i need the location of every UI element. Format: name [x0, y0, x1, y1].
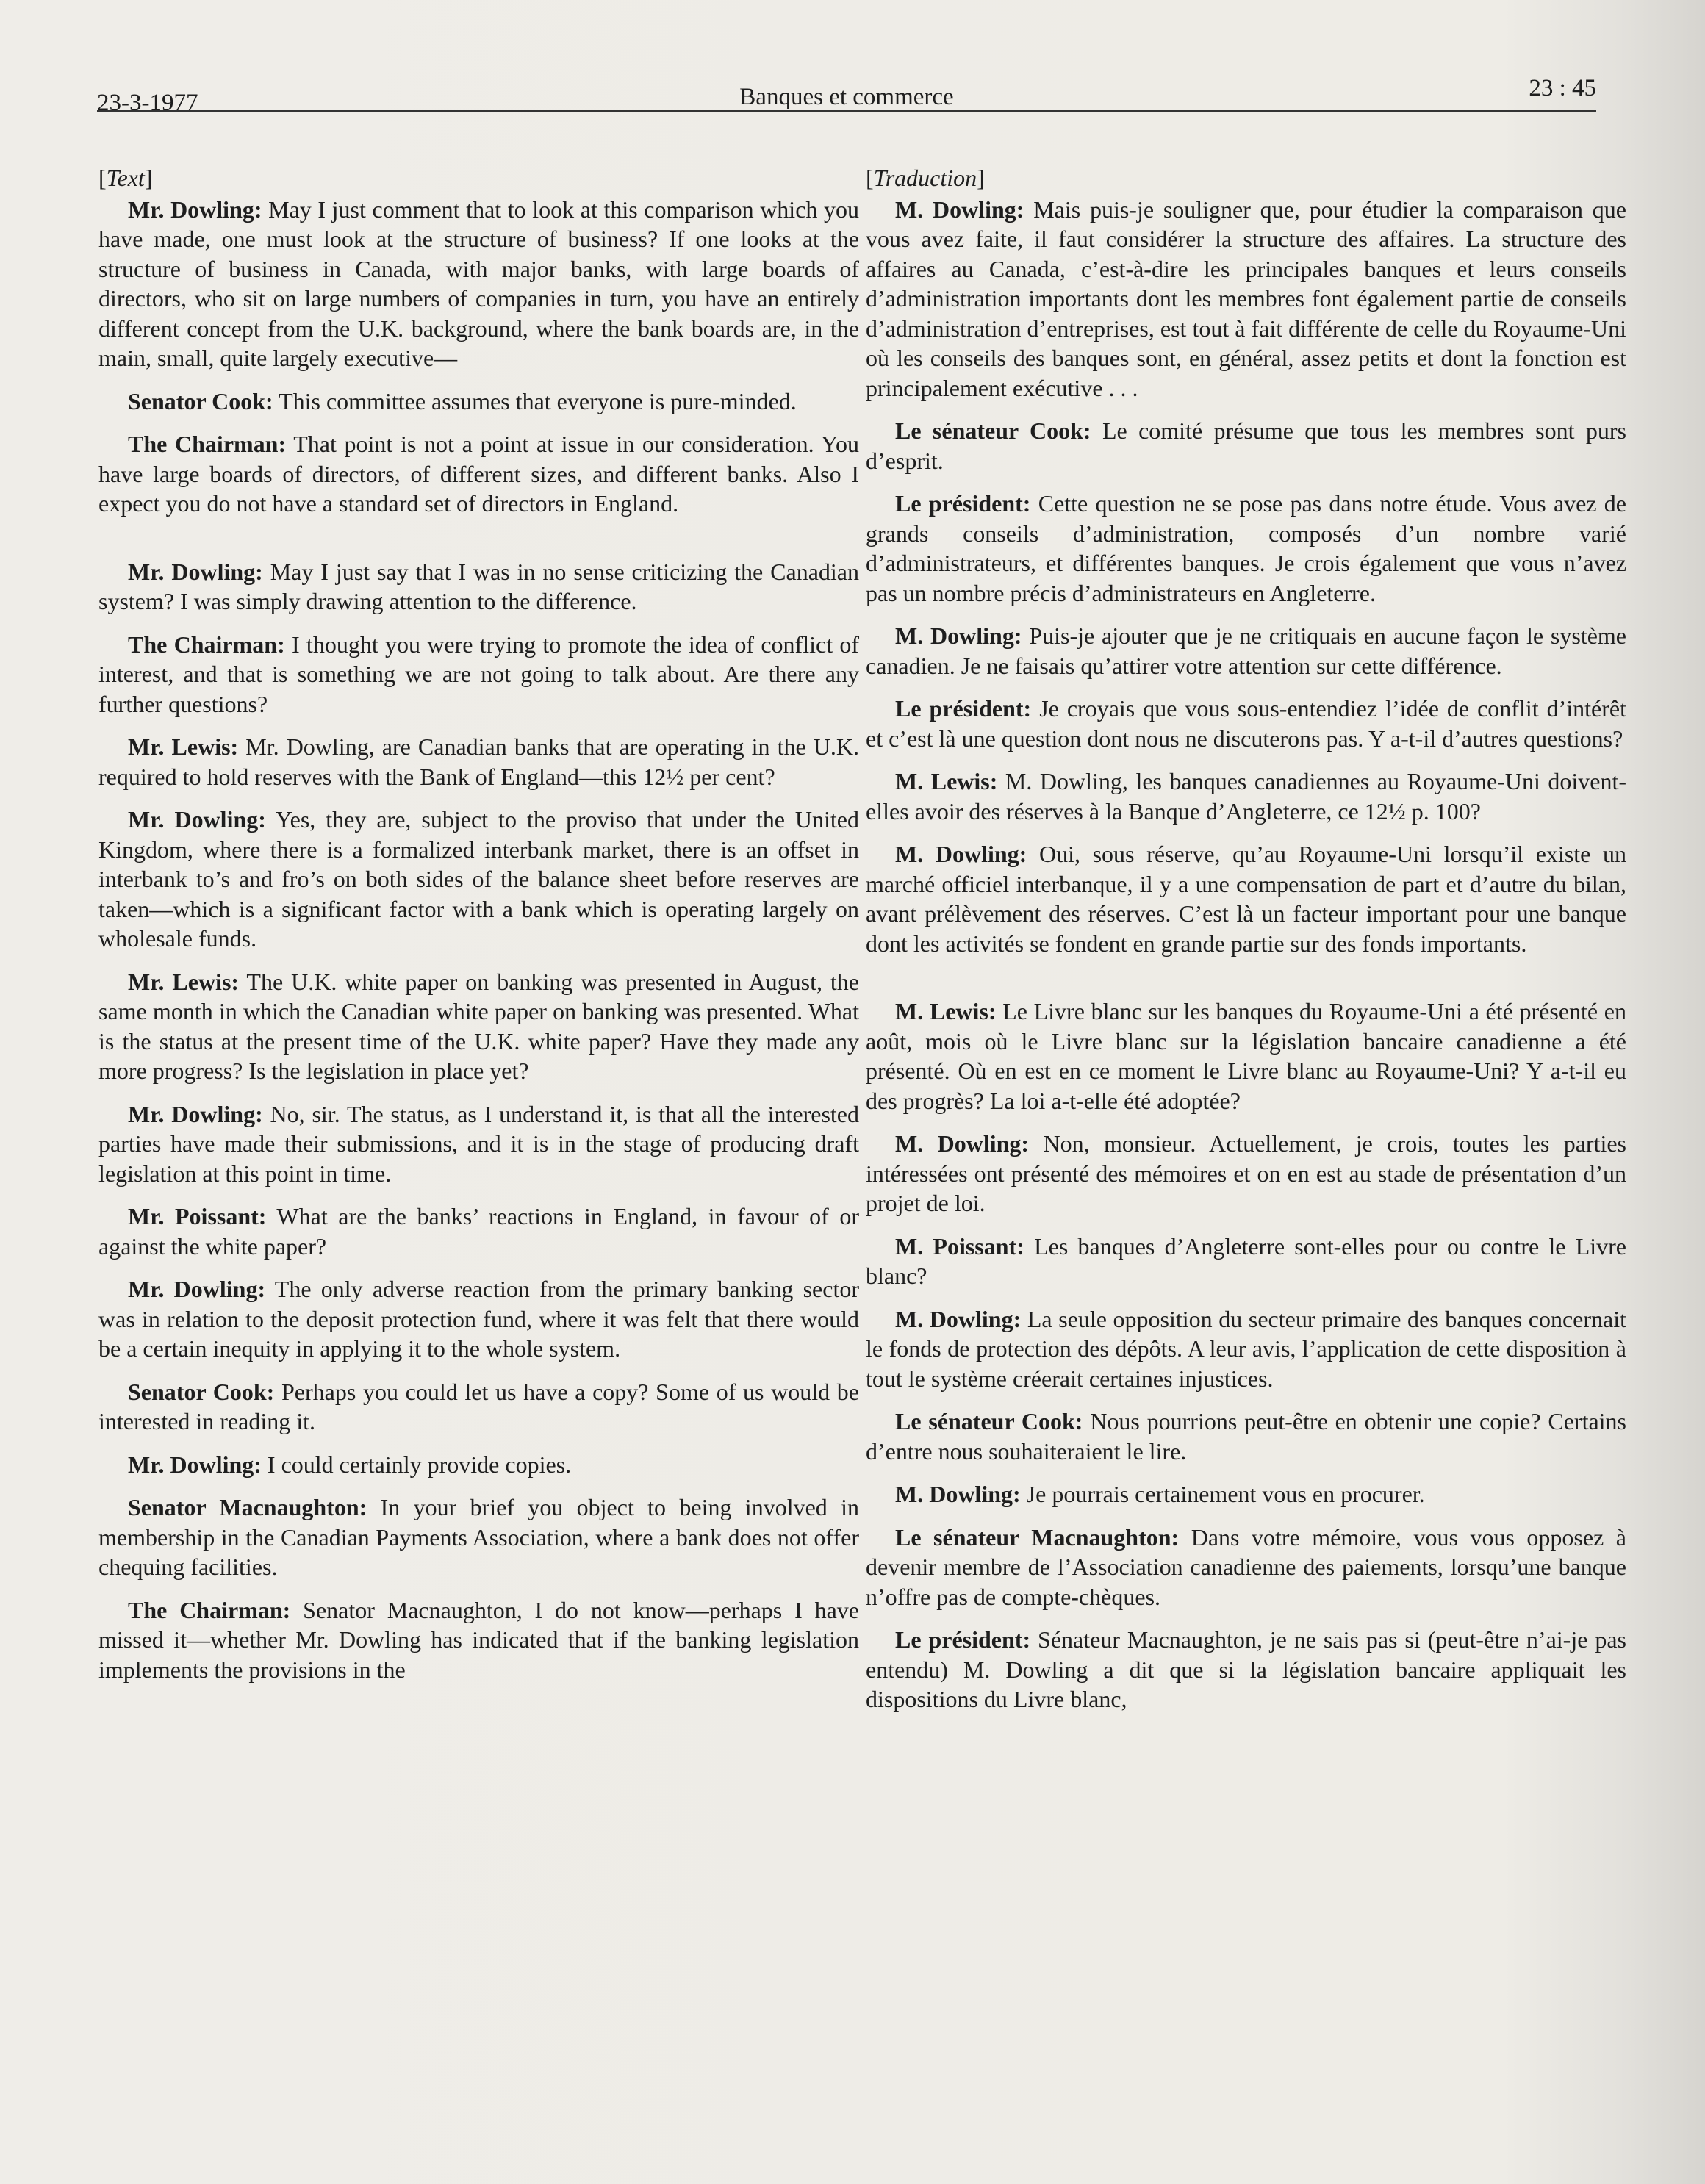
header-page-number: 23 : 45	[1529, 75, 1596, 101]
speaker-name: Senator Cook:	[128, 1378, 275, 1405]
transcript-paragraph: Le sénateur Cook: Le comité présume que tous les membres sont purs d’esprit.	[866, 417, 1627, 474]
transcript-paragraph: M. Dowling: Je pourrais certainement vous en procurer.	[895, 1481, 1425, 1507]
speaker-name: Le président:	[895, 490, 1031, 517]
speaker-name: M. Dowling:	[895, 1481, 1021, 1507]
transcript-paragraph: Senator Cook: Perhaps you could let us have a copy? Some of us would be interested in reading it.	[98, 1378, 860, 1434]
speaker-name: Senator Cook:	[128, 387, 273, 414]
french-column	[866, 163, 1626, 1728]
speaker-name: Mr. Dowling:	[128, 558, 263, 585]
transcript-paragraph: Mr. Poissant: What are the banks’ reactions in England, in favour of or against the white paper?	[98, 1203, 860, 1260]
speaker-name: Mr. Lewis:	[128, 733, 239, 760]
speaker-name: M. Dowling:	[895, 1130, 1030, 1157]
speaker-name: M. Dowling:	[895, 1305, 1022, 1332]
transcript-paragraph: Senator Cook: This committee assumes that everyone is pure-minded.	[128, 387, 797, 414]
speaker-name: Le président:	[895, 695, 1032, 722]
speaker-name: Mr. Poissant:	[128, 1203, 267, 1229]
transcript-paragraph: Mr. Dowling: No, sir. The status, as I understand it, is that all the interested parties have made their submissions, and it is in the stage of producing draft legislation at this point in time.	[98, 1100, 859, 1187]
header-rule	[97, 110, 1596, 112]
transcript-paragraph: M. Dowling: Mais puis-je souligner que, pour étudier la comparaison que vous avez faite, il faut considérer la structure des affaires. La structure des affaires au Canada, c’est-à-dire les principales banques et leurs conseils d’administration importants dont les membres font également partie de conseils d’administration d’entreprises, est tout à fait différente de celle du Royaume-Uni où les conseils des banques sont, en général, assez petits et dont la fonction est principalement exécutive . . .	[866, 195, 1626, 401]
speaker-name: Mr. Lewis:	[128, 968, 240, 995]
speaker-name: Mr. Dowling:	[128, 1451, 262, 1478]
transcript-paragraph: Mr. Dowling: Yes, they are, subject to the proviso that under the United Kingdom, where there is a formalized interbank market, there is an offset in interbank to’s and fro’s on both sides of the balance sheet before reserves are taken—which is a significant factor with a bank which is operating largely on wholesale funds.	[98, 806, 860, 952]
transcript-paragraph: M. Poissant: Les banques d’Angleterre sont-elles pour ou contre le Livre blanc?	[866, 1232, 1627, 1289]
speaker-name: The Chairman:	[128, 431, 287, 457]
english-language-tag: [Text]	[98, 165, 153, 191]
transcript-paragraph: Le président: Je croyais que vous sous-entendiez l’idée de conflit d’intérêt et c’est là une question dont nous ne discuterons pas. Y a-t-il d’autres questions?	[866, 695, 1627, 752]
speaker-name: M. Dowling:	[895, 841, 1027, 867]
transcript-paragraph: M. Lewis: M. Dowling, les banques canadiennes au Royaume-Uni doivent-elles avoir des réserves à la Banque d’Angleterre, ce 12½ p. 100?	[866, 768, 1626, 825]
english-column	[98, 163, 859, 1698]
transcript-paragraph: The Chairman: That point is not a point at issue in our consideration. You have large boards of directors, of different sizes, and different banks. Also I expect you do not have a standard set of directors in England.	[98, 431, 859, 517]
transcript-paragraph: The Chairman: I thought you were trying to promote the idea of conflict of interest, and that is something we are not going to talk about. Are there any further questions?	[98, 631, 860, 717]
transcript-paragraph: Mr. Lewis: Mr. Dowling, are Canadian banks that are operating in the U.K. required to hold reserves with the Bank of England—this 12½ per cent?	[98, 733, 860, 790]
transcript-paragraph: Le sénateur Macnaughton: Dans votre mémoire, vous vous opposez à devenir membre de l’Association canadienne des paiements, lorsqu’une banque n’offre pas de compte-chèques.	[866, 1523, 1627, 1610]
transcript-paragraph: Le président: Sénateur Macnaughton, je ne sais pas si (peut-être n’ai-je pas entendu) M. Dowling a dit que si la législation bancaire appliquait les dispositions du Livre blanc,	[866, 1626, 1627, 1712]
transcript-paragraph: Mr. Dowling: May I just say that I was in no sense criticizing the Canadian system? I was simply drawing attention to the difference.	[98, 558, 860, 614]
speaker-name: Senator Macnaughton:	[128, 1494, 367, 1520]
speaker-name: Mr. Dowling:	[128, 195, 262, 223]
speaker-name: Mr. Dowling:	[128, 806, 266, 833]
transcript-paragraph: Mr. Dowling: May I just comment that to look at this comparison which you have made, one must look at the structure of business? If one looks at the structure of business in Canada, with major banks, with large boards of directors, who sit on large numbers of companies in turn, you have an entirely different concept from the U.K. background, where the bank boards are, in the main, small, quite largely executive—	[98, 195, 860, 371]
speaker-name: Le sénateur Cook:	[895, 1408, 1083, 1434]
header-date: 23-3-1977	[97, 90, 198, 116]
transcript-paragraph: Mr. Dowling: The only adverse reaction from the primary banking sector was in relation to the deposit protection fund, where it was felt that there would be a certain inequity in applying it to the whole system.	[98, 1276, 860, 1362]
speaker-name: The Chairman:	[128, 631, 285, 658]
page-header	[97, 72, 1596, 119]
speaker-name: Le sénateur Cook:	[895, 417, 1091, 444]
transcript-paragraph: Mr. Dowling: I could certainly provide copies.	[128, 1451, 572, 1478]
speaker-name: M. Dowling:	[895, 622, 1022, 649]
transcript-paragraph: M. Dowling: La seule opposition du secteur primaire des banques concernait le fonds de protection des dépôts. A leur avis, l’application de cette disposition à tout le système créerait certaines injustices.	[866, 1305, 1627, 1392]
transcript-paragraph: Le sénateur Cook: Nous pourrions peut-être en obtenir une copie? Certains d’entre nous souhaiteraient le lire.	[866, 1408, 1626, 1465]
speaker-name: Mr. Dowling:	[128, 1276, 266, 1302]
transcript-paragraph: M. Dowling: Oui, sous réserve, qu’au Royaume-Uni lorsqu’il existe un marché officiel interbanque, il y a une compensation de part et d’autre du bilan, avant prélèvement des réserves. C’est là un facteur important pour une banque dont les activités se fondent en grande partie sur des fonds importants.	[866, 841, 1627, 957]
speaker-name: M. Dowling:	[895, 195, 1024, 223]
speaker-name: M. Lewis:	[895, 768, 998, 794]
speaker-name: Le sénateur Macnaughton:	[895, 1523, 1180, 1551]
speaker-name: M. Lewis:	[895, 998, 997, 1024]
french-language-tag: [Traduction]	[866, 165, 985, 191]
speaker-name: M. Poissant:	[895, 1232, 1024, 1260]
transcript-paragraph: M. Dowling: Puis-je ajouter que je ne critiquais en aucune façon le système canadien. Je ne faisais qu’attirer votre attention sur cette différence.	[866, 622, 1627, 679]
speaker-name: Le président:	[895, 1626, 1031, 1653]
speaker-name: Mr. Dowling:	[128, 1100, 263, 1127]
transcript-paragraph: The Chairman: Senator Macnaughton, I do not know—perhaps I have missed it—whether Mr. Dowling has indicated that if the banking legislation implements the provisions in the	[98, 1596, 860, 1683]
header-title: Banques et commerce	[739, 84, 954, 110]
transcript-paragraph: Le président: Cette question ne se pose pas dans notre étude. Vous avez de grands conseils d’administration, composés d’un nombre varié d’administrateurs, et différentes banques. Je crois également que vous n’avez pas un nombre précis d’administrateurs en Angleterre.	[866, 490, 1627, 606]
transcript-paragraph: Senator Macnaughton: In your brief you object to being involved in membership in the Canadian Payments Association, where a bank does not offer chequing facilities.	[98, 1494, 860, 1580]
speaker-name: The Chairman:	[128, 1596, 291, 1623]
transcript-paragraph: M. Dowling: Non, monsieur. Actuellement, je crois, toutes les parties intéressées ont présenté des mémoires et on en est au stade de présentation d’un projet de loi.	[866, 1130, 1627, 1216]
transcript-paragraph: M. Lewis: Le Livre blanc sur les banques du Royaume-Uni a été présenté en août, mois où le Livre blanc sur la législation bancaire canadienne a été présenté. Où en est en ce moment le Livre blanc au Royaume-Uni? Y a-t-il eu des progrès? La loi a-t-elle été adoptée?	[866, 998, 1627, 1114]
transcript-paragraph: Mr. Lewis: The U.K. white paper on banking was presented in August, the same month in which the Canadian white paper on banking was presented. What is the status at the present time of the U.K. white paper? Have they made any more progress? Is the legislation in place yet?	[98, 968, 860, 1084]
